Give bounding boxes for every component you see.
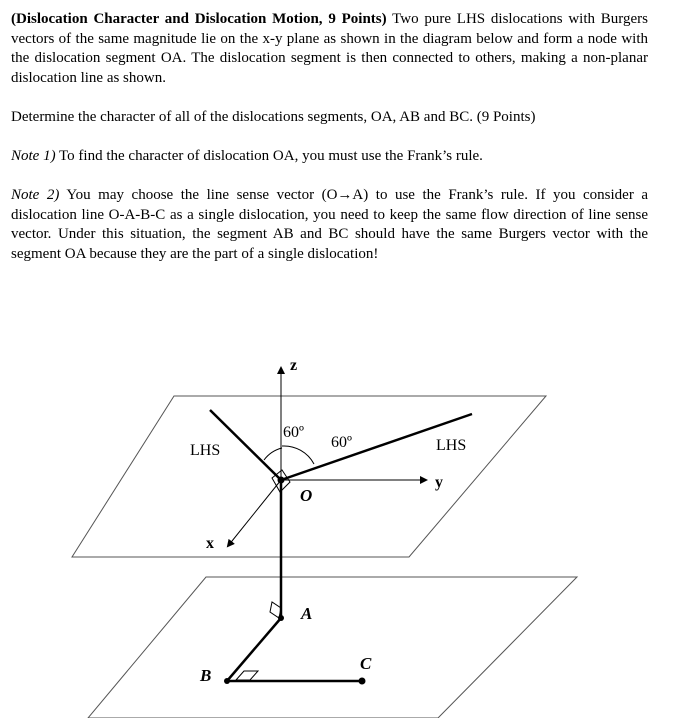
angle-left-label: 60º — [283, 424, 304, 441]
dislocation-lhs-left — [210, 410, 281, 480]
note-1-label: Note 1) — [11, 148, 56, 164]
node-b-box — [236, 671, 258, 680]
dislocation-ab — [227, 618, 281, 681]
x-axis-label: x — [206, 535, 214, 552]
lhs-right-label: LHS — [436, 437, 467, 454]
note-2-text: You may choose the line sense vector (O→A) to use the Frank’s rule. If you consider a dislocation line O-A-B-C as a single dislocation, you need to keep the same flow direction of line sense vector. Under this situation, the segment AB and BC should have the same Burgers vector with the segment OA because they are the part of a single dislocation! — [11, 187, 649, 262]
y-axis-label: y — [435, 474, 443, 491]
point-b-label: B — [200, 666, 212, 685]
lhs-left-label: LHS — [190, 442, 221, 459]
z-axis-label: z — [290, 357, 298, 374]
lower-slip-plane — [88, 577, 577, 718]
angle-arc-left — [264, 448, 282, 460]
note-2-label: Note 2) — [11, 187, 60, 203]
problem-title: (Dislocation Character and Dislocation Motion, 9 Points) — [11, 11, 387, 27]
note-1-text: To find the character of dislocation OA, you must use the Frank’s rule. — [55, 148, 483, 164]
angle-arc-right — [282, 446, 314, 464]
point-a-label: A — [301, 604, 313, 623]
problem-task: Determine the character of all of the dislocations segments, OA, AB and BC. (9 Points) — [11, 109, 536, 125]
angle-right-label: 60º — [331, 434, 352, 451]
upper-slip-plane — [72, 396, 546, 557]
x-axis — [228, 480, 281, 546]
problem-intro-text: Two pure LHS dislocations with Burgers vectors of the same magnitude lie on the x-y plane as shown in the diagram below and form a node with the dislocation segment OA. The dislocation segment is then connected to others, making a non-planar dislocation line as shown. — [11, 11, 648, 86]
point-o-label: O — [300, 486, 313, 505]
node-c — [359, 678, 366, 685]
point-c-label: C — [360, 654, 372, 673]
